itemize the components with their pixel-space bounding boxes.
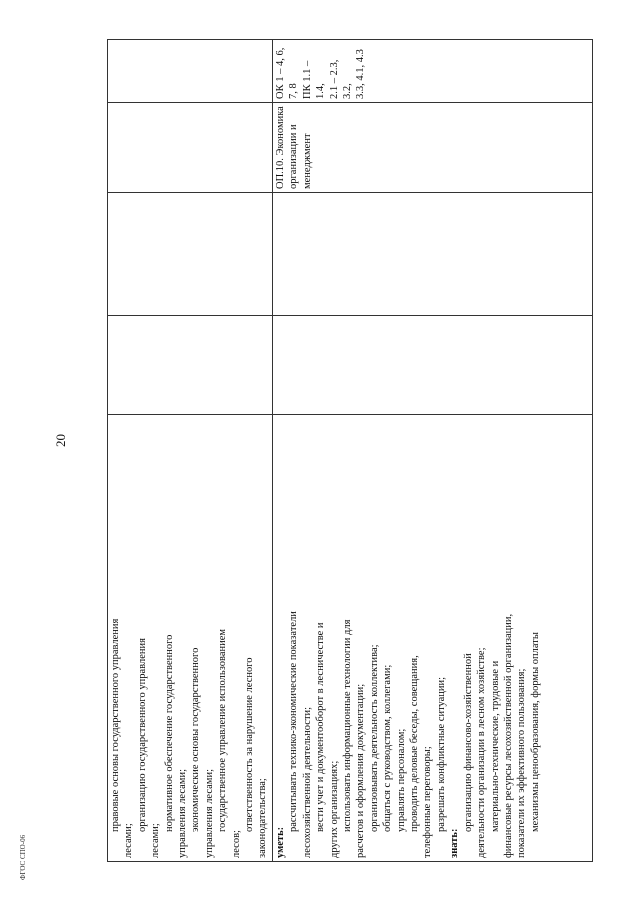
row2-lines [274, 418, 542, 858]
hours-cell [273, 193, 593, 316]
competency-codes: ОК 1 – 4, 6, 7, 8 ПК 1.1 – 1.4, 2.1 – 2.3, 3.2, 3.3, 4.1, 4.3 [275, 47, 367, 99]
text-line: управления лесами; [177, 769, 189, 858]
table-row [108, 40, 273, 862]
content-cell [273, 415, 593, 862]
discipline-cell [108, 103, 273, 193]
text-line: управления лесами; [203, 769, 215, 858]
section-heading: уметь: [275, 826, 286, 858]
text-line: показатели их эффективного пользования; [516, 668, 528, 858]
table-row [273, 40, 593, 862]
text-line: нормативное обеспечение государственного [163, 634, 175, 832]
hours-max-cell [273, 316, 593, 415]
text-line: проводить деловые беседы, совещания, [409, 655, 421, 832]
text-line: других организациях; [328, 760, 340, 858]
curriculum-table [107, 39, 593, 862]
row1-lines [109, 418, 270, 858]
text-line: лесами; [150, 823, 162, 858]
text-line: организацию финансово-хозяйственной [462, 653, 474, 832]
text-line: рассчитывать технико-экономические показатели [288, 611, 300, 832]
text-line: экономические основы государственного [190, 647, 202, 832]
text-line: вести учет и документооборот в лесничестве и [315, 622, 327, 832]
text-line: лесов; [230, 830, 242, 858]
text-line: законодательства; [257, 778, 269, 858]
footer-code: ФГОС СПО-06 [19, 834, 27, 880]
text-line: деятельности организации в лесном хозяйстве; [476, 647, 488, 858]
hours-max-cell [108, 316, 273, 415]
text-line: разрешать конфликтные ситуации; [435, 676, 447, 832]
competency-cell [273, 40, 593, 103]
text-line: управлять персоналом; [395, 728, 407, 832]
text-line: лесами; [123, 823, 135, 858]
text-line: расчетов и оформления документации; [355, 683, 367, 858]
text-line: лесохозяйственной деятельности; [301, 706, 313, 858]
page-number: 20 [53, 434, 68, 447]
hours-cell [108, 193, 273, 316]
rotated-table-wrapper [107, 39, 592, 862]
text-line: материально-технические, трудовые и [489, 660, 501, 832]
text-line: ответственность за нарушение лесного [244, 657, 256, 832]
text-line: телефонные переговоры; [422, 746, 434, 858]
content-cell [108, 415, 273, 862]
text-line: общаться с руководством, коллегами; [382, 664, 394, 832]
text-line: механизмы ценообразования, формы оплаты [529, 632, 541, 832]
competency-cell [108, 40, 273, 103]
text-line: финансовые ресурсы лесохозяйственной организации, [502, 613, 514, 858]
text-line: организацию государственного управления [136, 638, 148, 832]
text-line: организовывать деятельность коллектива; [368, 644, 380, 832]
text-line: государственное управление использованием [217, 628, 229, 832]
section-heading: знать: [449, 828, 461, 858]
text-line: правовые основы государственного управления [110, 618, 121, 832]
curriculum-table-frame [107, 39, 592, 862]
text-line: использовать информационные технологии для [342, 619, 354, 832]
discipline-name: ОП.10. Экономика организации и менеджмент [275, 103, 313, 189]
discipline-cell [273, 103, 593, 193]
